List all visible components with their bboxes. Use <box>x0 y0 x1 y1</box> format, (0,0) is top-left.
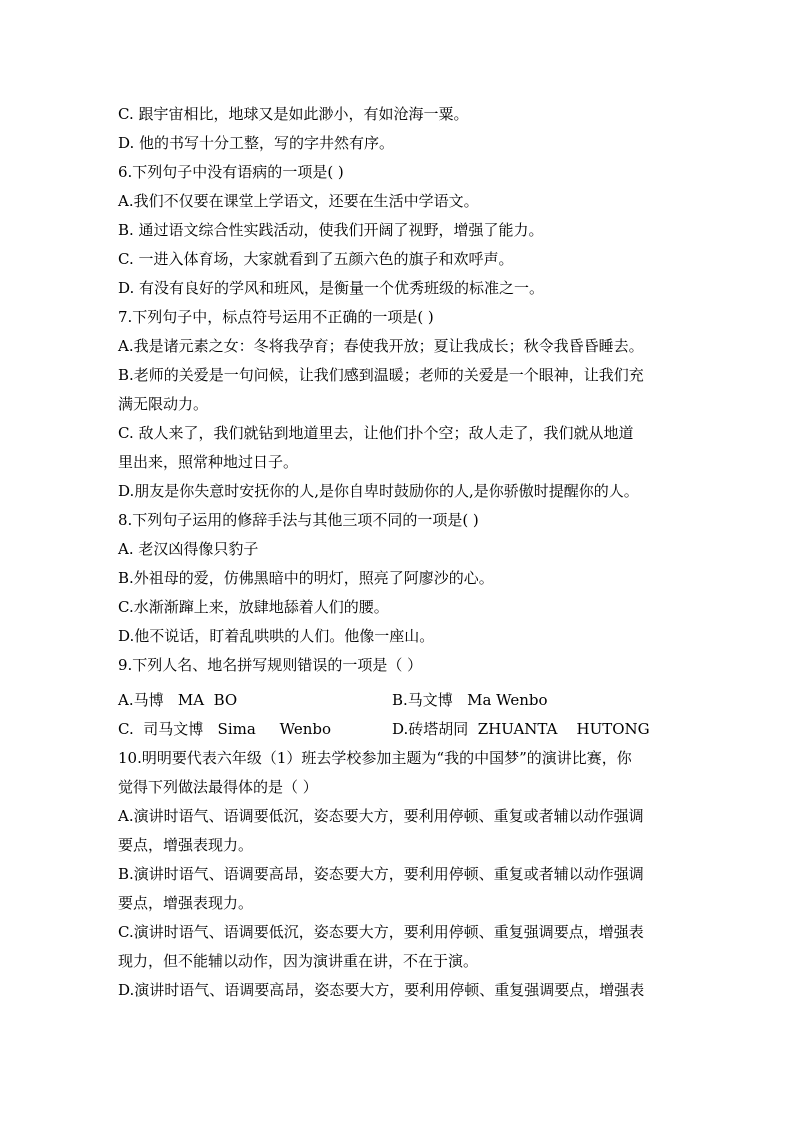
option-c-q9: C. 司马文博 Sima Wenbo <box>118 720 331 738</box>
option-d-q6: D. 有没有良好的学风和班风，是衡量一个优秀班级的标准之一。 <box>118 279 545 297</box>
option-c-q5: C. 跟宇宙相比，地球又是如此渺小，有如沧海一粟。 <box>118 105 469 123</box>
option-a-q6: A.我们不仅要在课堂上学语文，还要在生活中学语文。 <box>118 192 479 210</box>
option-c-q8: C.水渐渐蹿上来，放肆地舔着人们的腰。 <box>118 598 389 616</box>
option-b-q7-cont: 满无限动力。 <box>118 395 209 413</box>
question-8: 8.下列句子运用的修辞手法与其他三项不同的一项是( ) <box>118 511 479 529</box>
option-b-q6: B. 通过语文综合性实践活动，使我们开阔了视野，增强了能力。 <box>118 221 544 239</box>
option-c-q6: C. 一进入体育场，大家就看到了五颜六色的旗子和欢呼声。 <box>118 250 514 268</box>
option-a-q7: A.我是诸元素之女：冬将我孕育；春使我开放；夏让我成长；秋令我昏昏睡去。 <box>118 337 644 355</box>
option-c-q10-cont: 现力，但不能辅以动作，因为演讲重在讲，不在于演。 <box>118 952 479 970</box>
option-b-q8: B.外祖母的爱，仿佛黑暗中的明灯，照亮了阿廖沙的心。 <box>118 569 494 587</box>
option-b-q10: B.演讲时语气、语调要高昂，姿态要大方，要利用停顿、重复或者辅以动作强调 <box>118 865 644 883</box>
option-a-q10-cont: 要点，增强表现力。 <box>118 836 254 854</box>
option-c-q7: C. 敌人来了，我们就钻到地道里去，让他们扑个空；敌人走了，我们就从地道 <box>118 424 634 442</box>
question-6: 6.下列句子中没有语病的一项是( ) <box>118 163 344 181</box>
option-c-q7-cont: 里出来，照常种地过日子。 <box>118 453 299 471</box>
option-a-q10: A.演讲时语气、语调要低沉，姿态要大方，要利用停顿、重复或者辅以动作强调 <box>118 807 644 825</box>
option-a-q9: A.马博 MA BO <box>118 691 238 709</box>
question-7: 7.下列句子中，标点符号运用不正确的一项是( ) <box>118 308 434 326</box>
option-d-q8: D.他不说话，盯着乱哄哄的人们。他像一座山。 <box>118 627 435 645</box>
option-d-q5: D. 他的书写十分工整，写的字井然有序。 <box>118 134 395 152</box>
option-b-q7: B.老师的关爱是一句问候，让我们感到温暖；老师的关爱是一个眼神，让我们充 <box>118 366 644 384</box>
option-c-q10: C.演讲时语气、语调要低沉，姿态要大方，要利用停顿、重复强调要点，增强表 <box>118 923 644 941</box>
option-d-q9: D.砖塔胡同 ZHUANTA HUTONG <box>392 720 650 738</box>
option-b-q9: B.马文博 Ma Wenbo <box>392 691 548 709</box>
question-10-cont: 觉得下列做法最得体的是（ ） <box>118 778 318 796</box>
option-a-q8: A. 老汉凶得像只豹子 <box>118 540 259 558</box>
question-10: 10.明明要代表六年级（1）班去学校参加主题为“我的中国梦”的演讲比赛，你 <box>118 749 632 767</box>
question-9: 9.下列人名、地名拼写规则错误的一项是（ ） <box>118 656 423 674</box>
option-d-q7: D.朋友是你失意时安抚你的人,是你自卑时鼓励你的人,是你骄傲时提醒你的人。 <box>118 482 639 500</box>
option-b-q10-cont: 要点，增强表现力。 <box>118 894 254 912</box>
option-d-q10: D.演讲时语气、语调要高昂，姿态要大方，要利用停顿、重复强调要点，增强表 <box>118 981 645 999</box>
